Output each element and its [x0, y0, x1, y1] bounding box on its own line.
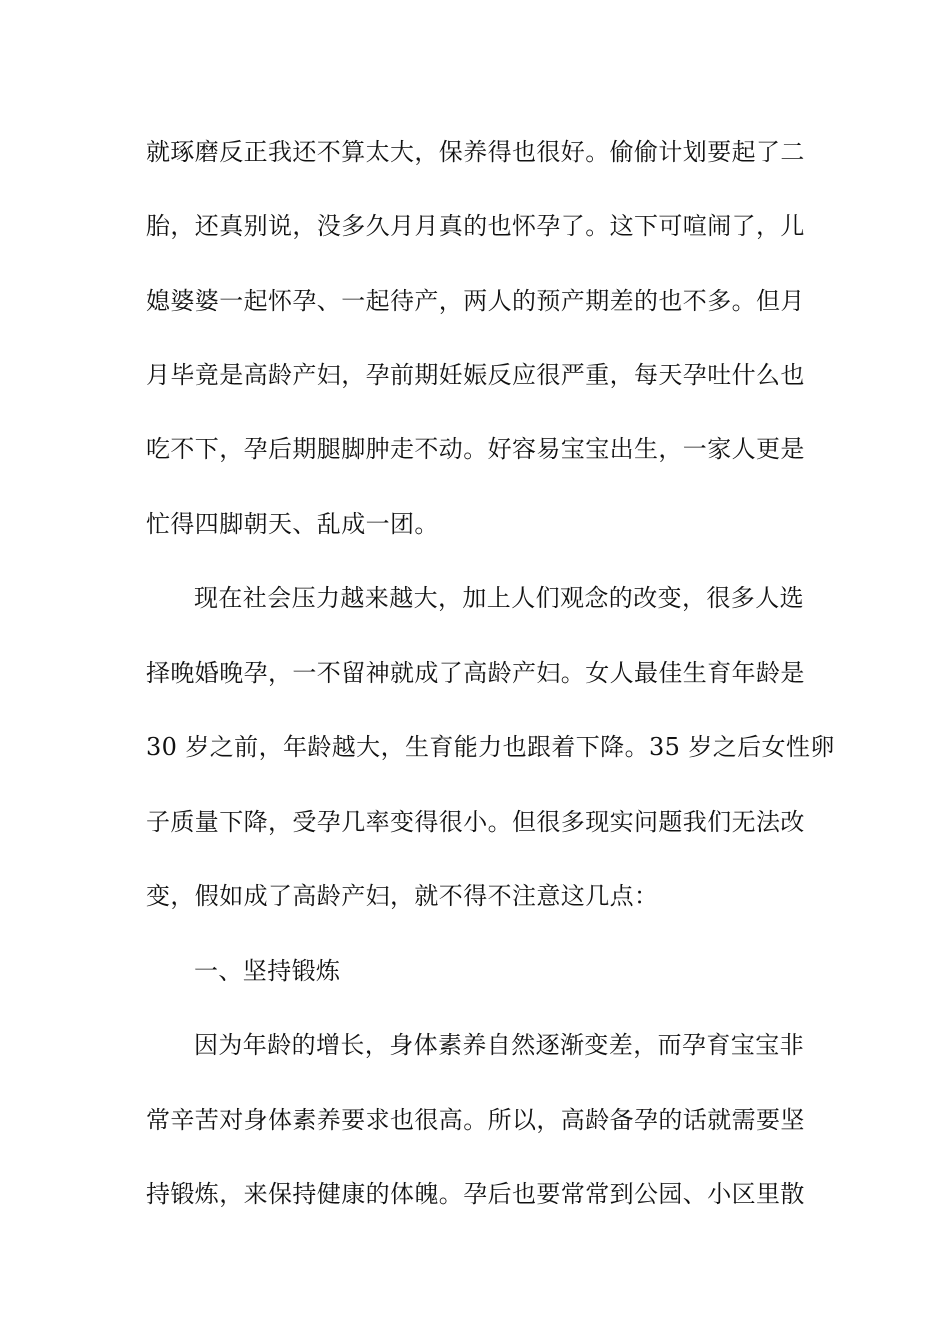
text-line: 持锻炼，来保持健康的体魄。孕后也要常常到公园、小区里散 — [146, 1180, 805, 1208]
text-line: 吃不下，孕后期腿脚肿走不动。好容易宝宝出生，一家人更是 — [146, 435, 805, 463]
text-line: 就琢磨反正我还不算太大，保养得也很好。偷偷计划要起了二 — [146, 138, 805, 166]
text-line: 子质量下降，受孕几率变得很小。但很多现实问题我们无法改 — [146, 808, 805, 836]
text-line: 忙得四脚朝天、乱成一团。 — [146, 510, 439, 538]
text-line: 常辛苦对身体素养要求也很高。所以，高龄备孕的话就需要坚 — [146, 1106, 805, 1134]
text-line: 因为年龄的增长，身体素养自然逐渐变差，而孕育宝宝非 — [194, 1031, 804, 1059]
section-heading: 一、坚持锻炼 — [194, 957, 341, 985]
text-line: 胎，还真别说，没多久月月真的也怀孕了。这下可喧闹了，儿 — [146, 212, 805, 240]
text-line: 现在社会压力越来越大，加上人们观念的改变，很多人选 — [194, 584, 804, 612]
text-line: 媳婆婆一起怀孕、一起待产，两人的预产期差的也不多。但月 — [146, 287, 805, 315]
text-line: 30 岁之前，年龄越大，生育能力也跟着下降。35 岁之后女性卵 — [146, 733, 835, 761]
text-line: 月毕竟是高龄产妇，孕前期妊娠反应很严重，每天孕吐什么也 — [146, 361, 805, 389]
text-line: 变，假如成了高龄产妇，就不得不注意这几点： — [146, 882, 659, 910]
text-line: 择晚婚晚孕，一不留神就成了高龄产妇。女人最佳生育年龄是 — [146, 659, 805, 687]
